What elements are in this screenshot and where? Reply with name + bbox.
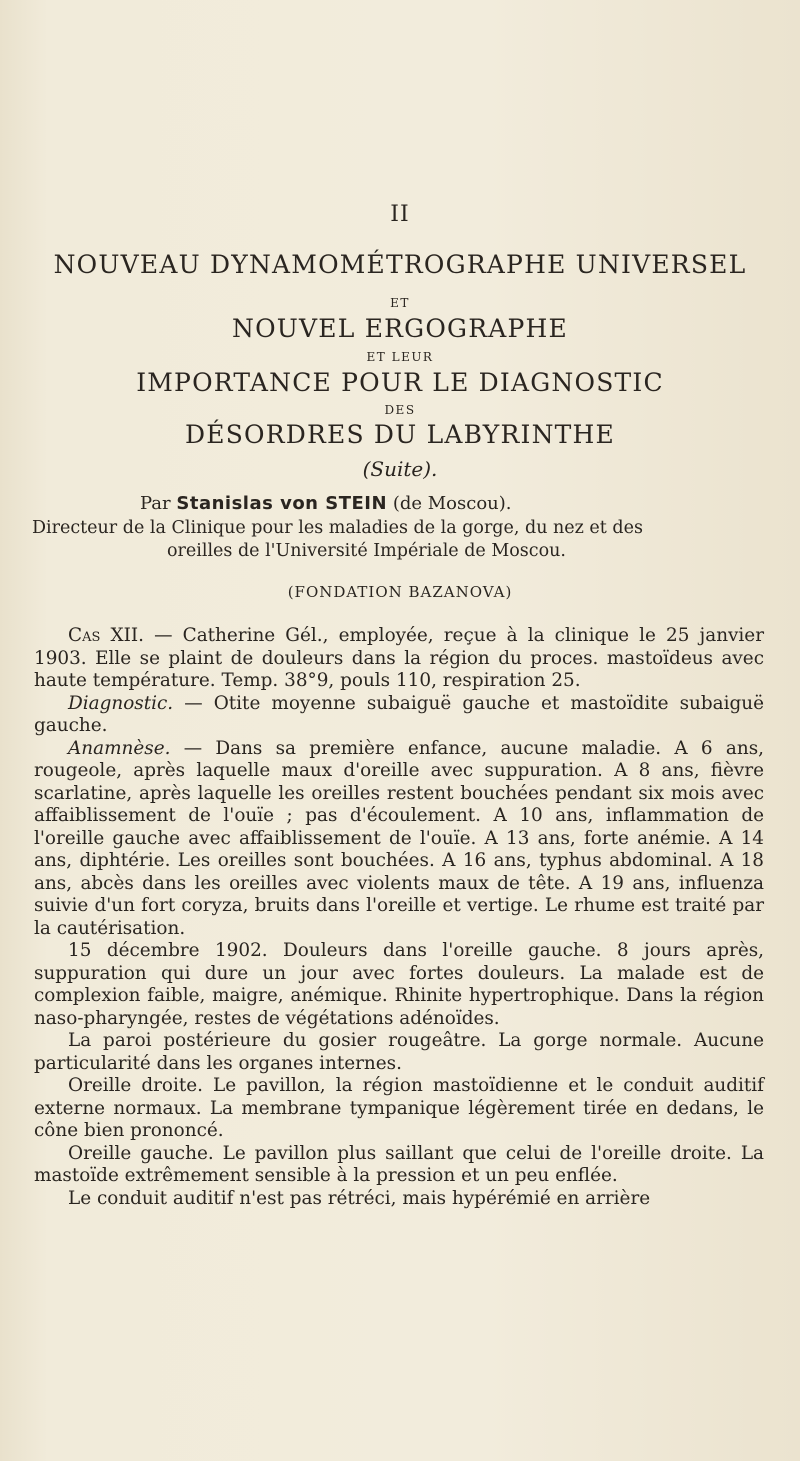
paragraph-auditory-canal: Le conduit auditif n'est pas rétréci, mais hypérémié en arrière xyxy=(68,1187,651,1209)
title-line-3: IMPORTANCE POUR LE DIAGNOSTIC xyxy=(136,368,664,397)
diagnosis-text: — Otite moyenne subaiguë gauche et mastoïdite subaiguë gauche. xyxy=(34,692,764,736)
case-paragraph xyxy=(34,625,764,693)
paragraph-throat: La paroi postérieure du gosier rougeâtre. La gorge normale. Aucune particularité dans les organes internes. xyxy=(34,1030,764,1074)
title-conjunction-3: DES xyxy=(384,403,416,417)
foundation-note: (FONDATION BAZANOVA) xyxy=(287,583,513,601)
title-line-2: NOUVEL ERGOGRAPHE xyxy=(232,314,568,343)
chapter-numeral: II xyxy=(390,202,410,227)
diagnosis-paragraph xyxy=(34,693,764,738)
affiliation-line-2: oreilles de l'Université Impériale de Moscou. xyxy=(167,541,566,561)
paragraph-december: 15 décembre 1902. Douleurs dans l'oreille gauche. 8 jours après, suppuration qui dure un jour avec fortes douleurs. La malade est de complexion faible, maigre, anémique. Rhinite hypertrophique. Dans la région naso-pharyngée, restes de végétations adénoïdes. xyxy=(34,940,764,1029)
anamnesis-text: — Dans sa première enfance, aucune maladie. A 6 ans, rougeole, après laquelle maux d'oreille avec suppuration. A 8 ans, fièvre scarlatine, après laquelle les oreilles restent bouchées pendant six mois avec affaiblissement de l'ouïe ; pas d'écoulement. A 10 ans, inflammation de l'oreille gauche avec affaiblissement de l'ouïe. A 13 ans, forte anémie. A 14 ans, diphtérie. Les oreilles sont bouchées. A 16 ans, typhus abdominal. A 18 ans, abcès dans les oreilles avec violents maux de tête. A 19 ans, influenza suivie d'un fort coryza, bruits dans l'oreille et vertige. Le rhume est traité par la cautérisation. xyxy=(34,737,764,939)
paragraph-right-ear: Oreille droite. Le pavillon, la région mastoïdienne et le conduit auditif externe normaux. La membrane tympanique légèrement tirée en dedans, le cône bien prononcé. xyxy=(34,1075,764,1141)
anamnesis-label: Anamnèse. xyxy=(68,737,171,759)
suite-label: (Suite). xyxy=(362,457,438,481)
title-line-1: NOUVEAU DYNAMOMÉTROGRAPHE UNIVERSEL xyxy=(53,250,747,279)
author-origin: (de Moscou). xyxy=(392,493,512,514)
title-conjunction-1: ET xyxy=(390,296,410,310)
article-body xyxy=(34,625,764,1210)
diagnosis-label: Diagnostic. xyxy=(68,692,174,714)
case-text: — Catherine Gél., employée, reçue à la clinique le 25 janvier 1903. Elle se plaint de douleurs dans la région du proces. mastoïdeus avec haute température. Temp. 38°9, pouls 110, respiration 25. xyxy=(34,625,764,691)
anamnesis-paragraph xyxy=(34,738,764,941)
title-conjunction-2: ET LEUR xyxy=(366,350,434,364)
author-prefix: Par xyxy=(140,493,171,514)
author-name: Stanislas von STEIN xyxy=(176,493,388,514)
case-label: Cas XII. xyxy=(68,625,144,646)
author-line xyxy=(140,493,512,514)
paragraph-left-ear: Oreille gauche. Le pavillon plus saillant que celui de l'oreille droite. La mastoïde extrêmement sensible à la pression et un peu enflée. xyxy=(34,1142,764,1186)
affiliation-line-1: Directeur de la Clinique pour les maladies de la gorge, du nez et des xyxy=(32,518,643,538)
title-line-4: DÉSORDRES DU LABYRINTHE xyxy=(185,420,615,449)
